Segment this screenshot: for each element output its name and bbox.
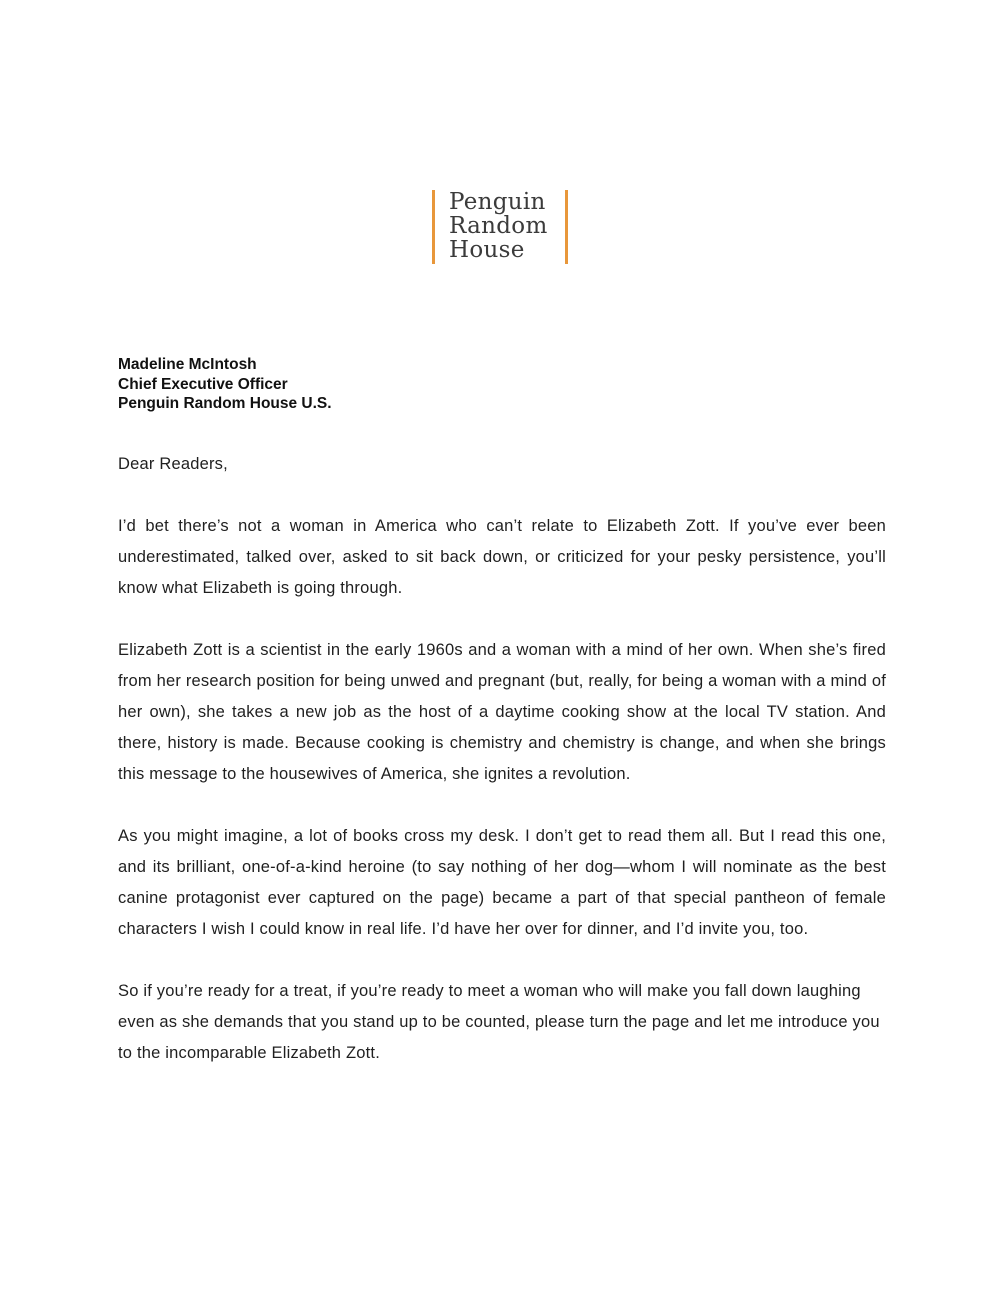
sender-name: Madeline McIntosh	[118, 356, 257, 373]
sender-title: Chief Executive Officer	[118, 375, 288, 393]
letter-paragraph-1: I’d bet there’s not a woman in America who can’t relate to Elizabeth Zott. If you’ve ever been underestimated, talked over, asked to sit back down, or criticized for your pesky persistence, you’ll know what Elizabeth is going through.	[118, 516, 886, 597]
logo-line-random: Random	[449, 213, 548, 239]
letter-paragraph-2: Elizabeth Zott is a scientist in the early 1960s and a woman with a mind of her own. When she’s fired from her research position for being unwed and pregnant (but, really, for being a woman with a mind of her own), she takes a new job as the host of a daytime cooking show at the local TV station. And there, history is made. Because cooking is chemistry and chemistry is change, and when she brings this message to the housewives of America, she ignites a revolution.	[118, 640, 886, 783]
letter-paragraph-4: So if you’re ready for a treat, if you’re ready to meet a woman who will make you fall down laughing even as she demands that you stand up to be counted, please turn the page and let me introduce you to the incomparable Elizabeth Zott.	[118, 981, 880, 1062]
logo-line-house: House	[449, 237, 525, 263]
salutation: Dear Readers,	[118, 454, 228, 473]
sender-company: Penguin Random House U.S.	[118, 395, 332, 412]
letter-content	[118, 0, 886, 1069]
letter-paragraph-3: As you might imagine, a lot of books cross my desk. I don’t get to read them all. But I read this one, and its brilliant, one-of-a-kind heroine (to say nothing of her dog—whom I will nominate as the best canine protagonist ever captured on the page) became a part of that special pantheon of female characters I wish I could know in real life. I’d have her over for dinner, and I’d invite you, too.	[118, 826, 886, 938]
logo-line-penguin: Penguin	[449, 189, 546, 215]
sender-block	[118, 355, 886, 414]
